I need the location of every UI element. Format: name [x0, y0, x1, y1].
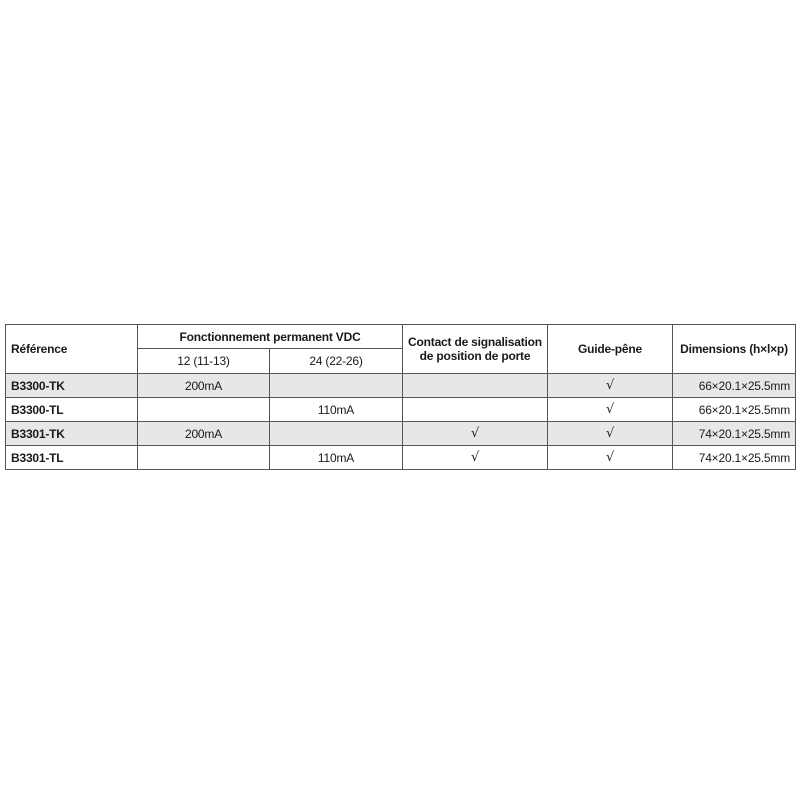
header-voltage-12: 12 (11-13) — [138, 349, 270, 374]
cell-reference: B3300-TK — [6, 374, 138, 398]
cell-voltage-24 — [270, 422, 403, 446]
header-operation-group: Fonctionnement permanent VDC — [138, 325, 403, 349]
cell-voltage-24: 110mA — [270, 398, 403, 422]
header-contact — [403, 325, 548, 374]
cell-reference: B3301-TL — [6, 446, 138, 470]
cell-contact — [403, 398, 548, 422]
cell-dimensions: 74×20.1×25.5mm — [673, 422, 796, 446]
table-row — [6, 422, 796, 446]
cell-strike-guide: √ — [548, 446, 673, 470]
table-row — [6, 398, 796, 422]
cell-voltage-12: 200mA — [138, 374, 270, 398]
header-voltage-24: 24 (22-26) — [270, 349, 403, 374]
cell-contact — [403, 374, 548, 398]
header-strike-guide: Guide-pêne — [548, 325, 673, 374]
cell-dimensions: 66×20.1×25.5mm — [673, 374, 796, 398]
cell-strike-guide: √ — [548, 422, 673, 446]
cell-dimensions: 66×20.1×25.5mm — [673, 398, 796, 422]
table-row — [6, 374, 796, 398]
table-header — [6, 325, 796, 374]
header-row-primary — [6, 325, 796, 349]
cell-contact: √ — [403, 422, 548, 446]
header-reference: Référence — [6, 325, 138, 374]
cell-voltage-24 — [270, 374, 403, 398]
header-contact-line2: de position de porte — [419, 349, 531, 363]
header-contact-line1: Contact de signalisation — [408, 335, 542, 349]
cell-strike-guide: √ — [548, 398, 673, 422]
table-row — [6, 446, 796, 470]
cell-contact: √ — [403, 446, 548, 470]
cell-voltage-12 — [138, 446, 270, 470]
cell-voltage-24: 110mA — [270, 446, 403, 470]
cell-reference: B3300-TL — [6, 398, 138, 422]
spec-table — [5, 324, 796, 470]
table-body — [6, 374, 796, 470]
cell-voltage-12 — [138, 398, 270, 422]
cell-dimensions: 74×20.1×25.5mm — [673, 446, 796, 470]
cell-strike-guide: √ — [548, 374, 673, 398]
cell-voltage-12: 200mA — [138, 422, 270, 446]
header-dimensions: Dimensions (h×l×p) — [673, 325, 796, 374]
cell-reference: B3301-TK — [6, 422, 138, 446]
